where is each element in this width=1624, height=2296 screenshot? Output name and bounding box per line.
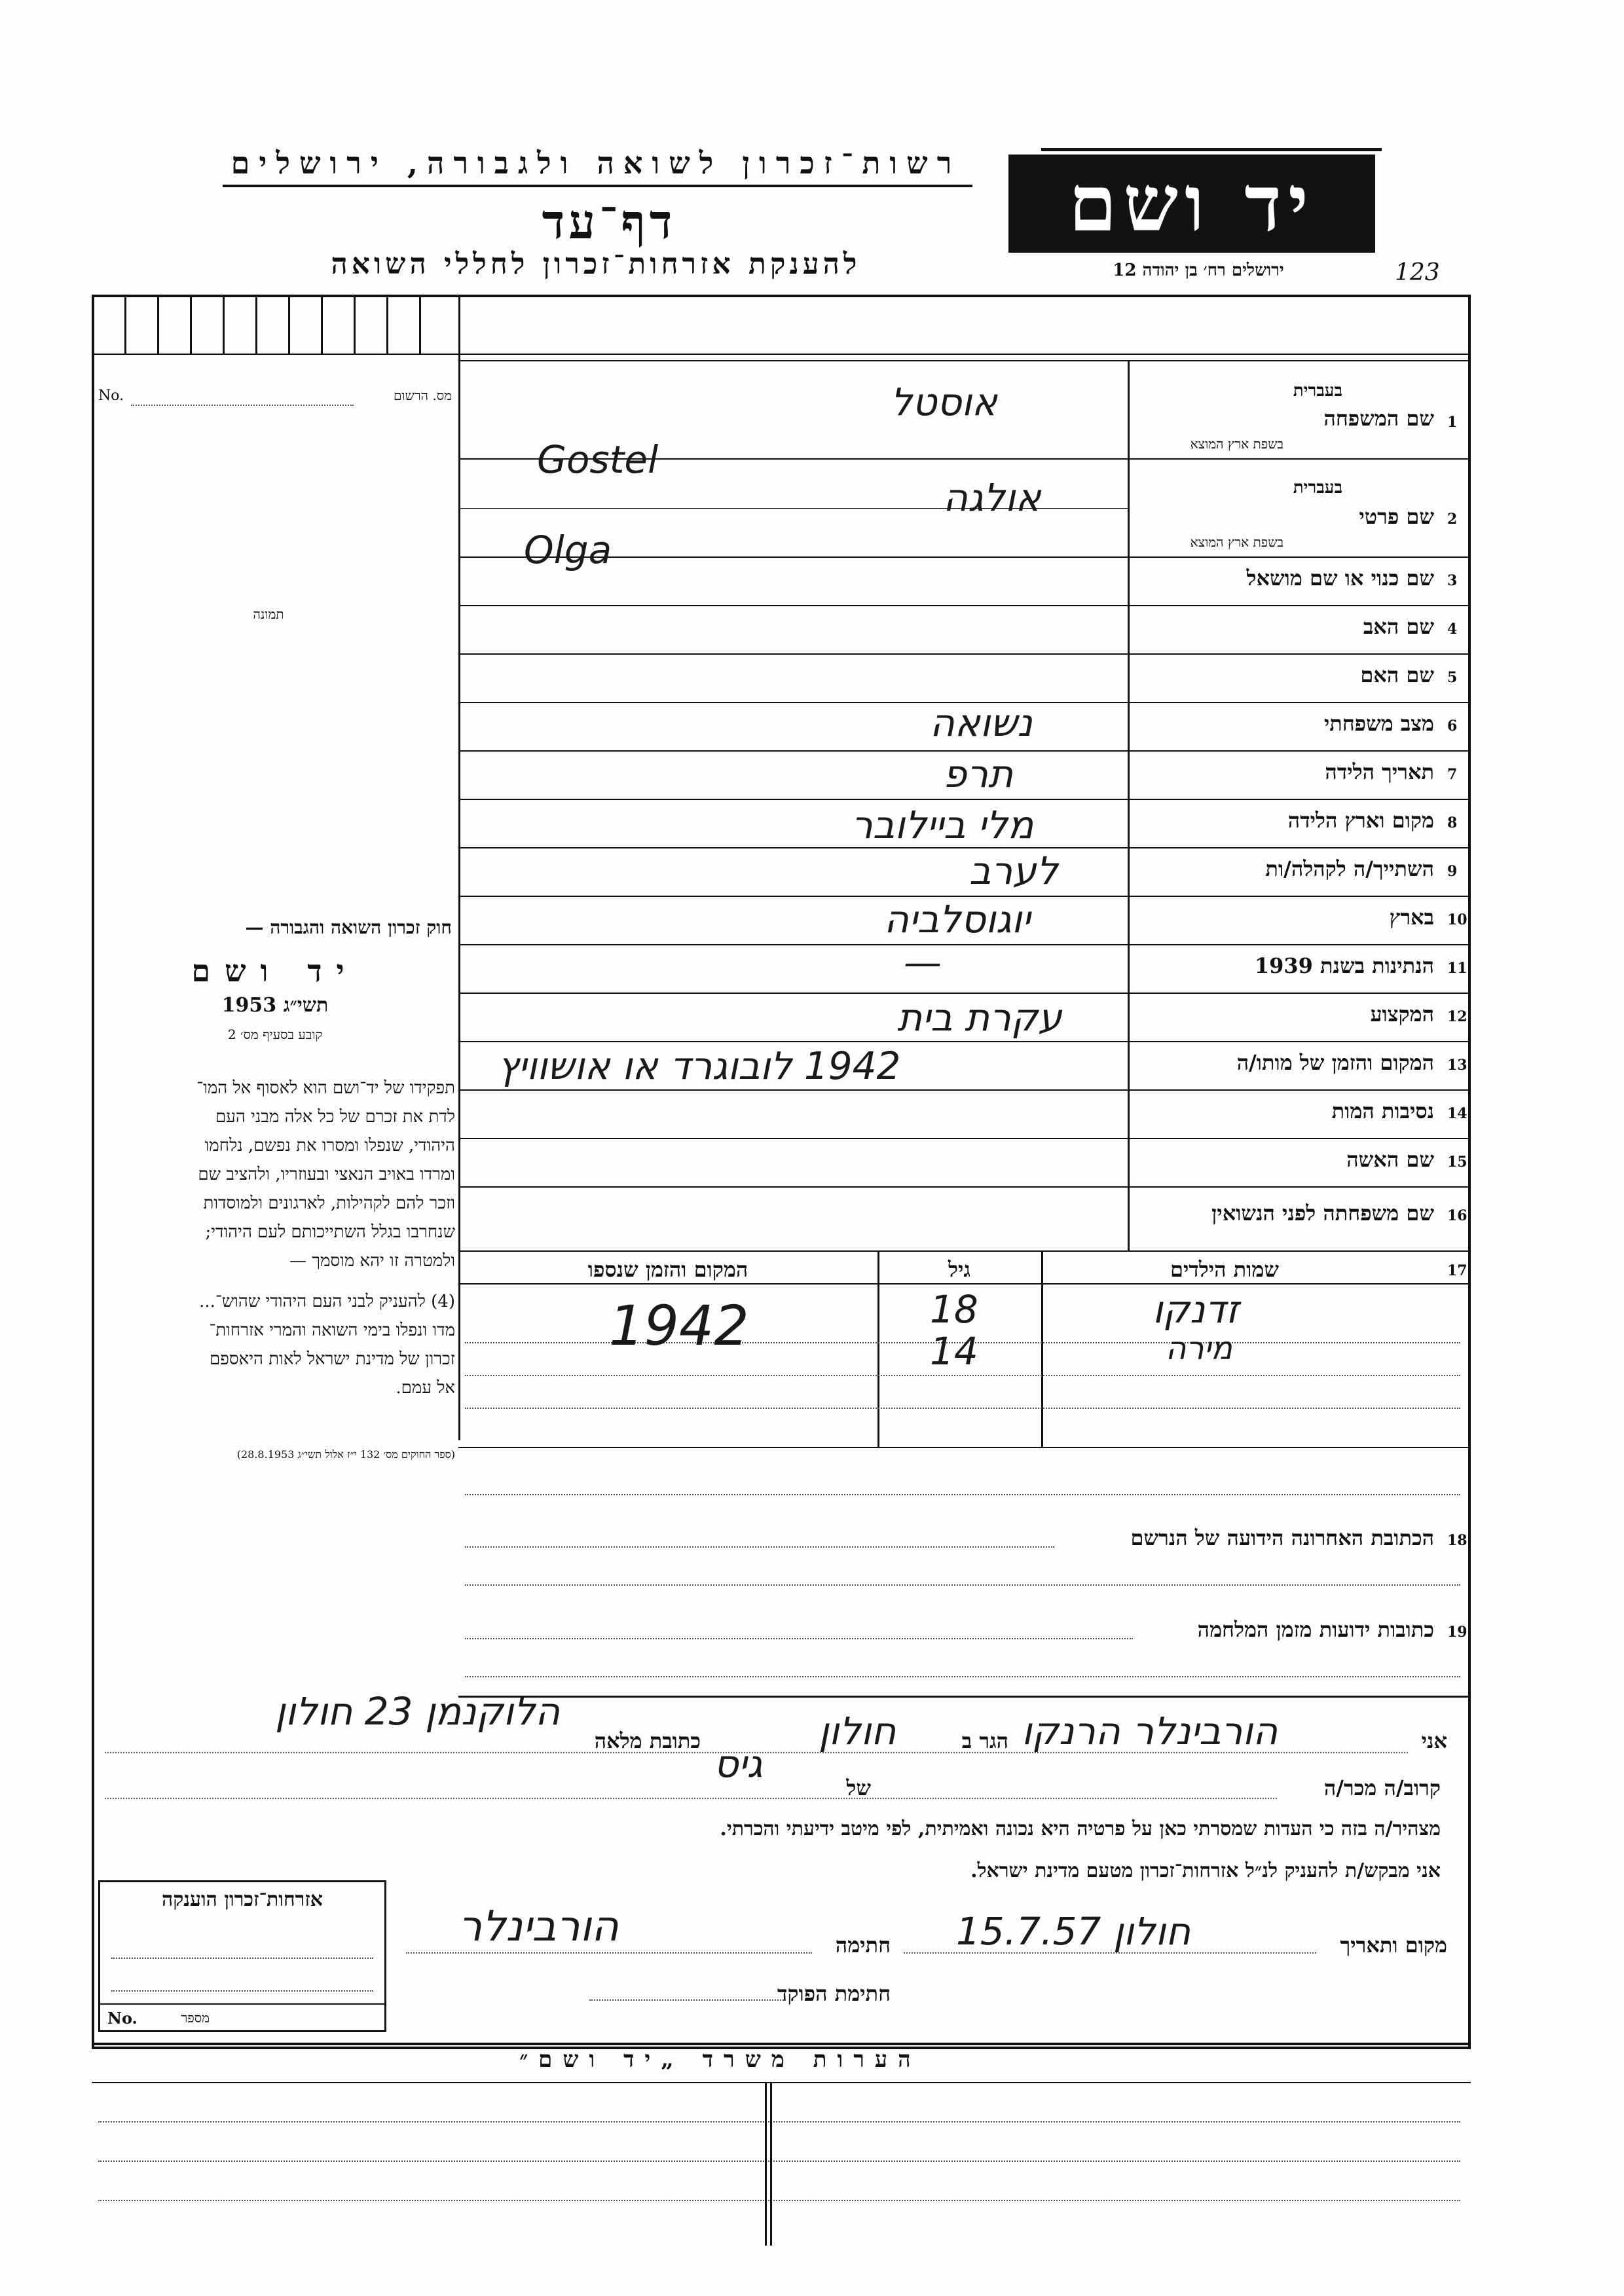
row-rule: [458, 653, 1471, 655]
field-label: שם כנוי או שם מושאל: [1246, 566, 1434, 591]
field-label: שם האב: [1363, 614, 1434, 639]
declarant-ani: אני: [1421, 1728, 1447, 1753]
children-bottom-rule: [458, 1447, 1471, 1448]
strip-box: [386, 295, 388, 354]
reg-label: מס. הרשום: [393, 388, 452, 403]
notes-line: [98, 2121, 1460, 2123]
of-label: של: [846, 1776, 871, 1800]
form-subtitle: להענקת אזרחות־זכרון לחללי השואה: [331, 247, 861, 281]
war-address-label: כתובות ידועות מזמן המלחמה: [1197, 1617, 1434, 1642]
relation-value: גיס: [714, 1741, 763, 1786]
children-col-divider: [877, 1250, 879, 1447]
field-number: 2: [1447, 511, 1458, 528]
place-date-label: מקום ותאריך: [1340, 1933, 1447, 1958]
field-number: 3: [1447, 572, 1458, 589]
declarant-name: הורבינלר הרנקו: [1022, 1709, 1278, 1753]
death-place-value: 1942 לובוגרד או אושוויץ: [498, 1044, 901, 1088]
field-number: 12: [1447, 1008, 1467, 1025]
birth-place-value: מלי ביילובר: [851, 803, 1034, 847]
field-number: 6: [1447, 718, 1458, 735]
children-col-divider: [1041, 1250, 1043, 1447]
strip-box: [190, 295, 192, 354]
child-age: 14: [930, 1329, 978, 1374]
law-line: זכרון של מדינת ישראל לאות היאספם: [210, 1349, 455, 1369]
row-rule: [458, 360, 1471, 361]
children-dotted-row: [465, 1375, 1460, 1376]
declarant-city: חולון: [819, 1709, 896, 1753]
war-address-line: [465, 1638, 1133, 1639]
field-number: 7: [1447, 766, 1458, 783]
form-title: דף־עד: [542, 194, 676, 249]
full-address-label: כתובת מלאה: [594, 1728, 701, 1753]
row-rule: [458, 799, 1471, 800]
declaration-text: מצהיר/ה בזה כי העדות שמסרתי כאן על פרטיה היא נכונה ואמיתית, לפי מיטב ידיעתי והכרתי.: [720, 1817, 1441, 1840]
request-text: אני מבקש/ת להעניק לנ״ל אזרחות־זכרון מטעם מדינת ישראל.: [970, 1859, 1441, 1882]
office-address: ירושלים רח׳ בן יהודה 12: [1113, 261, 1284, 280]
birth-date-value: תרפ: [943, 752, 1014, 796]
children-col-place: המקום והזמן שנספו: [587, 1257, 748, 1282]
field-number: 4: [1447, 621, 1458, 638]
header-rule: [223, 185, 972, 187]
award-box-title: אזרחות־זכרון הוענקה: [161, 1888, 323, 1911]
law-clause: קובע בסעיף מס׳ 2: [227, 1027, 323, 1042]
children-dotted-row: [465, 1408, 1460, 1409]
relative-line: [105, 1798, 1277, 1799]
strip-box: [321, 295, 323, 354]
field-number: 19: [1447, 1624, 1467, 1641]
field-number: 5: [1447, 669, 1458, 686]
row-rule: [458, 1138, 1471, 1139]
row-rule: [458, 1250, 1471, 1252]
field-label: תאריך הלידה: [1325, 759, 1434, 784]
notes-rule: [92, 2082, 1471, 2083]
strip-box: [157, 295, 159, 354]
side-column-divider: [458, 295, 460, 1440]
field-label: שם האשה: [1346, 1147, 1434, 1172]
field-sublabel: בשפת ארץ המוצא: [1190, 534, 1283, 550]
children-col-names: שמות הילדים: [1170, 1257, 1279, 1282]
top-strip-rule: [92, 354, 1471, 355]
officer-signature-line: [589, 1999, 786, 2001]
last-address-line: [465, 1546, 1054, 1548]
field-label: מקום וארץ הלידה: [1287, 808, 1434, 833]
place-date-line: [904, 1952, 1316, 1954]
law-text: [98, 1074, 455, 1402]
row-rule: [458, 1089, 1471, 1091]
children-header-rule: [458, 1283, 1471, 1285]
row-rule: [458, 1186, 1471, 1188]
law-name: יד ושם: [191, 953, 359, 989]
strip-box: [288, 295, 290, 354]
first-name-latin: Olga: [524, 528, 612, 572]
field-label: הנתינות בשנת 1939: [1254, 953, 1434, 978]
law-source: (ספר החוקים מס׳ 132 י״ז אלול תשי״ג 28.8.1953): [236, 1448, 455, 1461]
war-address-line: [465, 1676, 1460, 1677]
community-value: לערב: [969, 848, 1058, 893]
law-title: חוק זכרון השואה והגבורה —: [245, 917, 452, 938]
award-number-label: מספר: [181, 2010, 210, 2026]
field-sublabel: בעברית: [1293, 381, 1342, 401]
notes-divider: [770, 2082, 772, 2246]
authority-line: רשות־זכרון לשואה ולגבורה, ירושלים: [231, 145, 961, 181]
strip-box: [255, 295, 257, 354]
law-line: מדו ונפלו בימי השואה והמרי אזרחות־: [209, 1321, 455, 1340]
child-death-year: 1942: [609, 1294, 749, 1358]
field-label: שם משפחתה לפני הנשואין: [1211, 1201, 1434, 1226]
child-age: 18: [930, 1287, 978, 1332]
signature-label: חתימה: [835, 1933, 891, 1958]
field-label: מצב משפחתי: [1323, 711, 1434, 736]
notes-line: [98, 2200, 1460, 2201]
marital-status-value: נשואה: [930, 701, 1033, 745]
family-name-hebrew: אוסטל: [891, 380, 997, 424]
row-rule: [458, 993, 1471, 994]
notes-line: [98, 2160, 1460, 2162]
field-sublabel: בעברית: [1293, 478, 1342, 498]
signature-line: [406, 1952, 812, 1954]
field-number: 11: [1447, 960, 1467, 977]
country-value: יוגוסלביה: [884, 897, 1031, 941]
field-number: 15: [1447, 1154, 1467, 1171]
law-line: היהודי, שנפלו ומסרו את נפשם, נלחמו: [204, 1136, 455, 1156]
field-label: בארץ: [1389, 905, 1434, 930]
last-address-line: [465, 1584, 1460, 1586]
row-rule: [458, 605, 1471, 606]
field-number: 17: [1447, 1262, 1467, 1279]
resides-label: הגר ב: [961, 1728, 1008, 1753]
child-name: מירה: [1166, 1330, 1232, 1367]
row-rule: [458, 1041, 1471, 1042]
law-year: תשי״ג 1953: [221, 994, 329, 1017]
last-address-label: הכתובת האחרונה הידועה של הנרשם: [1130, 1525, 1434, 1550]
declarant-signature: הורבינלר: [458, 1903, 619, 1951]
declarant-full-address: הלוקנמן 23 חולון: [275, 1689, 561, 1734]
citizenship-value: —: [904, 940, 942, 985]
strip-box: [354, 295, 356, 354]
field-number: 9: [1447, 863, 1458, 880]
field-label: המקום והזמן של מותו/ה: [1236, 1050, 1434, 1075]
field-label: שם פרטי: [1359, 504, 1434, 529]
yad-vashem-logo: יד ושם: [1008, 155, 1375, 253]
field-number: 14: [1447, 1105, 1467, 1122]
field-number: 16: [1447, 1207, 1467, 1224]
field-number: 8: [1447, 814, 1458, 831]
award-box-line: [111, 1958, 373, 1959]
officer-signature-label: חתימת הפוקד: [777, 1981, 891, 2006]
field-label: השתייך/ה לקהלה/ות: [1265, 856, 1434, 881]
law-line: וזכר להם לקהילות, לארגונים ולמוסדות: [203, 1194, 455, 1213]
last-address-line: [465, 1494, 1460, 1495]
profession-value: עקרת בית: [897, 995, 1062, 1040]
first-name-hebrew: אולגה: [943, 475, 1041, 520]
law-line: תפקידו של יד־ושם הוא לאסוף אל המו־: [196, 1078, 455, 1098]
relative-label: קרוב/ה מכר/ה: [1323, 1776, 1441, 1800]
award-box-rule: [98, 2003, 386, 2005]
strip-box: [124, 295, 126, 354]
notes-rule: [92, 2043, 1471, 2045]
law-line: (4) להעניק לבני העם היהודי שהוש־...: [199, 1292, 455, 1311]
law-line: ולמטרה זו יהא מוסמך —: [289, 1251, 455, 1271]
field-label: נסיבות המות: [1331, 1099, 1434, 1123]
field-sublabel: בשפת ארץ המוצא: [1190, 436, 1283, 452]
field-number: 18: [1447, 1532, 1467, 1549]
field-label: שם המשפחה: [1323, 406, 1434, 431]
law-line: ומרדו באויב הנאצי ובעוזריו, ולהציב שם: [198, 1165, 455, 1184]
strip-box: [419, 295, 421, 354]
children-col-age: גיל: [948, 1257, 970, 1282]
notes-divider: [765, 2082, 767, 2246]
strip-box: [223, 295, 225, 354]
field-label: המקצוע: [1370, 1002, 1434, 1027]
field-label: שם האם: [1360, 663, 1434, 687]
law-line: שנחרבו בגלל השתייכותם לעם היהודי;: [205, 1222, 455, 1242]
field-number: 13: [1447, 1057, 1467, 1074]
field-number: 1: [1447, 414, 1458, 431]
photo-label: תמונה: [253, 606, 284, 622]
row-rule: [458, 944, 1471, 945]
reg-dotted-line: [131, 405, 354, 406]
row-rule: [458, 847, 1471, 848]
family-name-latin: Gostel: [537, 437, 659, 482]
page-number: 123: [1395, 259, 1440, 286]
field-number: 10: [1447, 911, 1467, 928]
office-notes-title: הערות משרד „יד ושם״: [519, 2047, 921, 2073]
award-no-label: No.: [107, 2009, 138, 2028]
label-column-divider: [1128, 360, 1130, 1250]
place-date-value: חולון 15.7.57: [956, 1909, 1191, 1954]
section-rule: [458, 1696, 1471, 1698]
award-box-line: [111, 1990, 373, 1992]
no-label: No.: [98, 388, 124, 404]
law-line: אל עמם.: [396, 1378, 455, 1398]
law-line: לדת את זכרם של כל אלה מבני העם: [215, 1107, 455, 1127]
child-name: זדנקו: [1153, 1287, 1239, 1332]
logo-rule: [1041, 148, 1382, 151]
